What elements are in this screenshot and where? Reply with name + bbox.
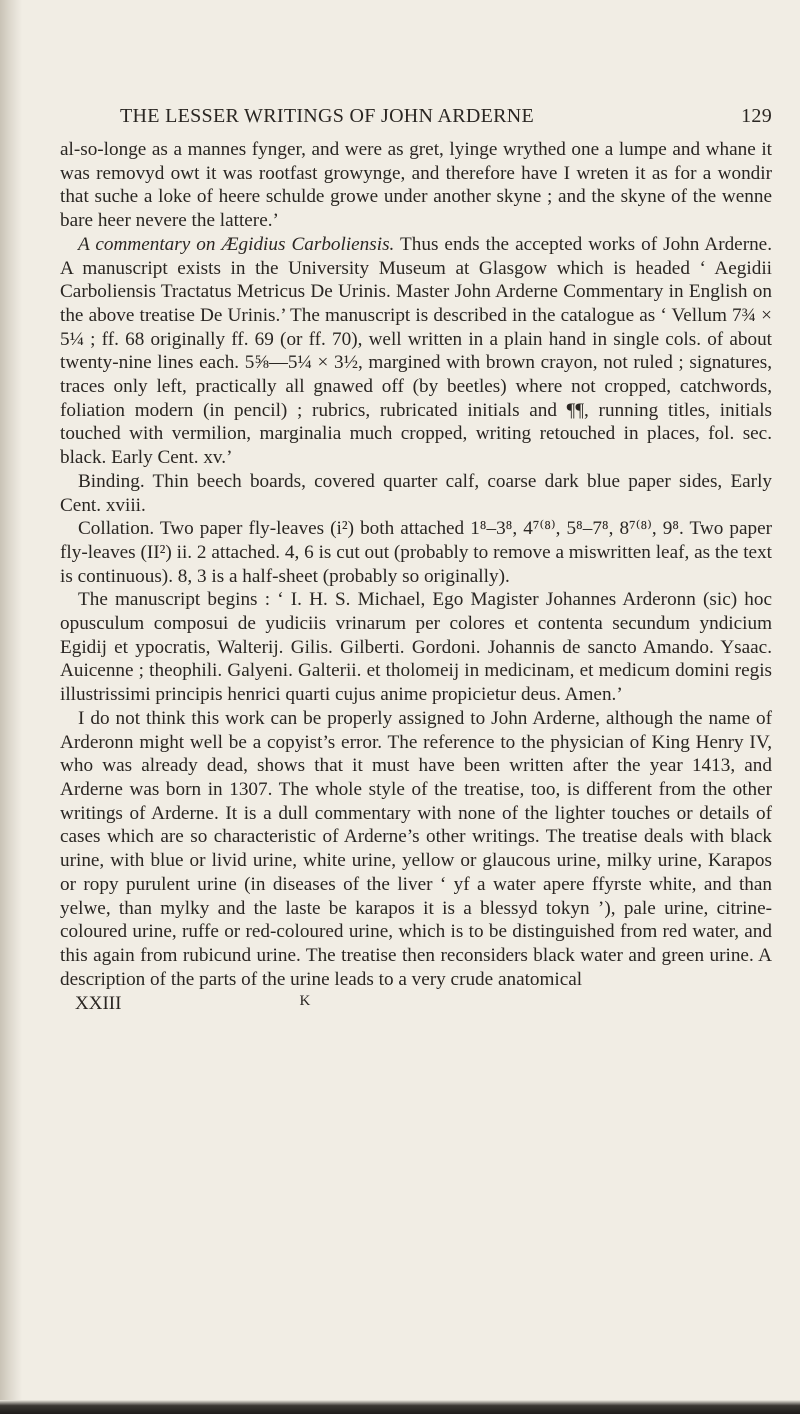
scan-edge (0, 1400, 800, 1414)
paragraph-2 (60, 233, 772, 470)
paragraph-collation: Collation. Two paper fly-leaves (i²) both attached 1⁸–3⁸, 4⁷⁽⁸⁾, 5⁸–7⁸, 8⁷⁽⁸⁾, 9⁸. Two paper fly-leaves (II²) ii. 2 attached. 4, 6 is cut out (probably to remove a miswritten leaf, as the text is continuous). 8, 3 is a half-sheet (probably so originally). (60, 518, 772, 587)
paragraph-discussion: I do not think this work can be properly assigned to John Arderne, although the name of Arderonn might well be a copyist’s error. The reference to the physician of King Henry IV, who was already dead, shows that it must have been written after the year 1413, and Arderne was born in 1307. The whole style of the treatise, too, is different from the other writings of Arderne. It is a dull commentary with none of the lighter touches or details of cases which are so characteristic of Arderne’s other writings. The treatise deals with black urine, with blue or livid urine, white urine, yellow or glaucous urine, milky urine, Karapos or ropy purulent urine (in diseases of the liver ‘ yf a water apere ffyrste white, and than yelwe, than mylky and the laste be karapos it is a blessyd tokyn ’), pale urine, citrine-coloured urine, ruffe or red-coloured urine, which is to be distinguished from red water, and this again from rubicund urine. The treatise then reconsiders black water and green urine. A description of the parts of the urine leads to a very crude anatomical (60, 707, 772, 990)
running-head-title: THE LESSER WRITINGS OF JOHN ARDERNE (120, 105, 535, 127)
paragraph-1: al-so-longe as a mannes fynger, and were as gret, lyinge wrythed one a lumpe and whane it was removyd owt it was rootfast growynge, and therefore have I wreten it as for a wondir that suche a loke of heere schulde growe under another skyne ; and the skyne of the wenne bare heer nevere the lattere.’ (60, 139, 772, 232)
page-footer (60, 993, 772, 1015)
page-number: 129 (741, 105, 772, 127)
book-page (60, 105, 772, 1015)
page-gutter-shadow (0, 0, 22, 1414)
section-heading: A commentary on Ægidius Carboliensis. (78, 233, 395, 255)
paragraph-binding: Binding. Thin beech boards, covered quarter calf, coarse dark blue paper sides, Early Cent. xviii. (60, 470, 772, 516)
signature-number: XXIII (75, 993, 122, 1015)
paragraph-2-text: Thus ends the accepted works of John Arderne. A manuscript exists in the University Museum at Glasgow which is headed ‘ Aegidii Carboliensis Tractatus Metricus De Urinis. Master John Arderne Commentary in English on the above treatise De Urinis.’ The manuscript is described in the catalogue as ‘ Vellum 7¾ × 5¼ ; ff. 68 originally ff. 69 (or ff. 70), well written in a plain hand in single cols. of about twenty-nine lines each. 5⅝—5¼ × 3½, margined with brown crayon, not ruled ; signatures, traces only left, practically all gnawed off (by beetles) where not cropped, catchwords, foliation modern (in pencil) ; rubrics, rubricated initials and ¶¶, running titles, initials touched with vermilion, marginalia much cropped, writing retouched in places, fol. sec. black. Early Cent. xv.’ (60, 233, 772, 469)
running-head (120, 105, 772, 128)
signature-mark: K (299, 993, 311, 1010)
paragraph-manuscript-begins: The manuscript begins : ‘ I. H. S. Michael, Ego Magister Johannes Arderonn (sic) hoc opusculum composui de yudiciis vrinarum per colores et contenta secundum yndicium Egidij et ypocratis, Walterij. Gilis. Gilberti. Gordoni. Johannis de sancto Amando. Ysaac. Auicenne ; theophili. Galyeni. Galterii. et tholomeij in medicinam, et medicum domini regis illustrissimi principis henrici quarti cujus anime propicietur deus. Amen.’ (60, 589, 772, 706)
